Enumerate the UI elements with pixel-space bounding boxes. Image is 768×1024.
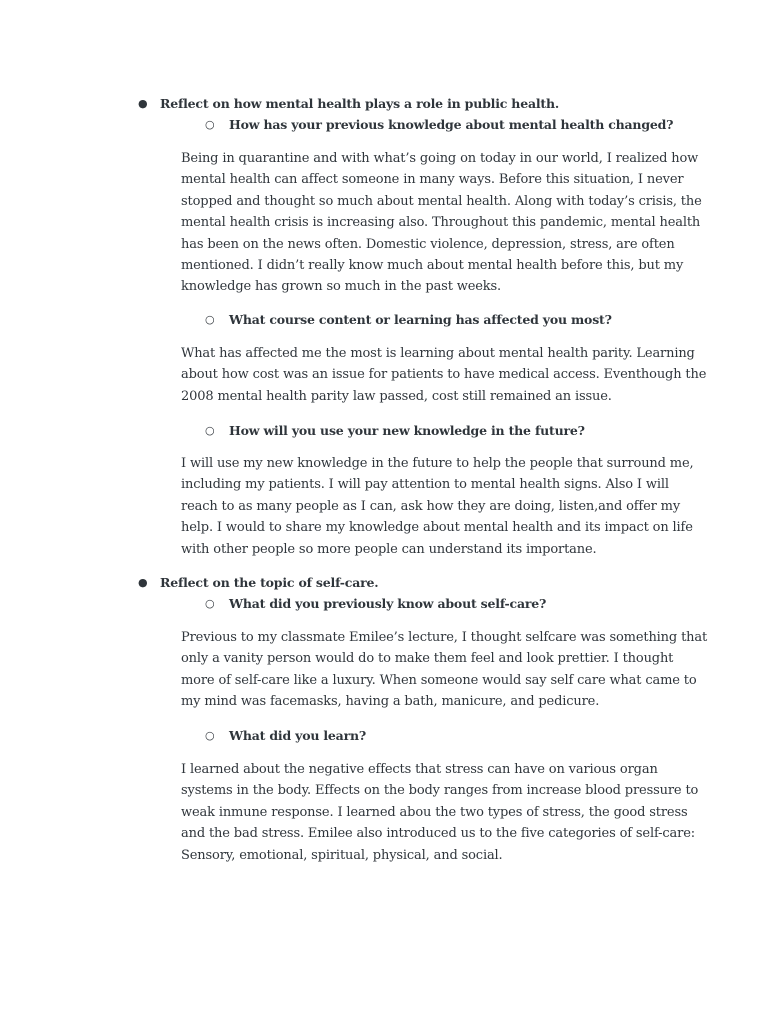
answer-line: including my patients. I will pay attention to mental health signs. Also I will [181,477,669,493]
answer-line: with other people so more people can understand its importane. [181,541,597,557]
answer-line: weak inmune response. I learned abou the two types of stress, the good stress [181,804,688,820]
answer-line: reach to as many people as I can, ask how they are doing, listen,and offer my [181,498,681,514]
answer-paragraph [181,453,694,560]
answer-line: has been on the news often. Domestic violence, depression, stress, are often [181,236,675,252]
answer-line: I will use my new knowledge in the future to help the people that surround me, [181,456,694,471]
answer-line: systems in the body. Effects on the body ranges from increase blood pressure to [181,783,699,799]
answer-line: Sensory, emotional, spiritual, physical, and social. [181,847,503,863]
answer-line: only a vanity person would do to make them feel and look prettier. I thought [181,651,674,667]
answer-line: I learned about the negative effects that stress can have on various organ [181,762,658,777]
question-text: How has your previous knowledge about mental health changed? [229,117,674,132]
answer-paragraph [181,627,708,713]
hollow-bullet-icon: ○ [205,118,215,131]
answer-paragraph [181,148,702,298]
question-text: What did you learn? [229,728,366,743]
answer-line: my mind was facemasks, having a bath, manicure, and pedicure. [181,694,600,710]
hollow-bullet-icon: ○ [205,424,215,437]
hollow-bullet-icon: ○ [205,313,215,326]
answer-line: about how cost was an issue for patients to have medical access. Eventhough the [181,367,707,383]
question-text: How will you use your new knowledge in the future? [229,423,585,438]
answer-line: and the bad stress. Emilee also introduced us to the five categories of self-care: [181,826,695,842]
answer-line: help. I would to share my knowledge about mental health and its impact on life [181,520,693,536]
question-text: What course content or learning has affected you most? [229,312,612,327]
answer-line: knowledge has grown so much in the past weeks. [181,279,502,295]
filled-bullet-icon: ● [138,576,148,589]
answer-line: mentioned. I didn’t really know much about mental health before this, but my [181,258,684,274]
question-text: What did you previously know about self-care? [229,596,547,611]
hollow-bullet-icon: ○ [205,597,215,610]
answer-line: more of self-care like a luxury. When someone would say self care what came to [181,672,697,688]
hollow-bullet-icon: ○ [205,729,215,742]
section-heading-text: Reflect on the topic of self-care. [160,575,379,590]
answer-line: Being in quarantine and with what’s going on today in our world, I realized how [181,151,699,166]
answer-line: 2008 mental health parity law passed, cost still remained an issue. [181,388,612,404]
answer-line: mental health crisis is increasing also. Throughout this pandemic, mental health [181,215,701,231]
answer-line: mental health can affect someone in many ways. Before this situation, I never [181,172,684,188]
answer-line: stopped and thought so much about mental health. Along with today’s crisis, the [181,193,702,209]
answer-line: What has affected me the most is learning about mental health parity. Learning [181,346,695,361]
answer-line: Previous to my classmate Emilee’s lecture, I thought selfcare was something that [181,630,708,645]
answer-paragraph [181,343,707,407]
answer-paragraph [181,759,699,866]
section-heading-text: Reflect on how mental health plays a role in public health. [160,96,560,111]
filled-bullet-icon: ● [138,97,148,110]
